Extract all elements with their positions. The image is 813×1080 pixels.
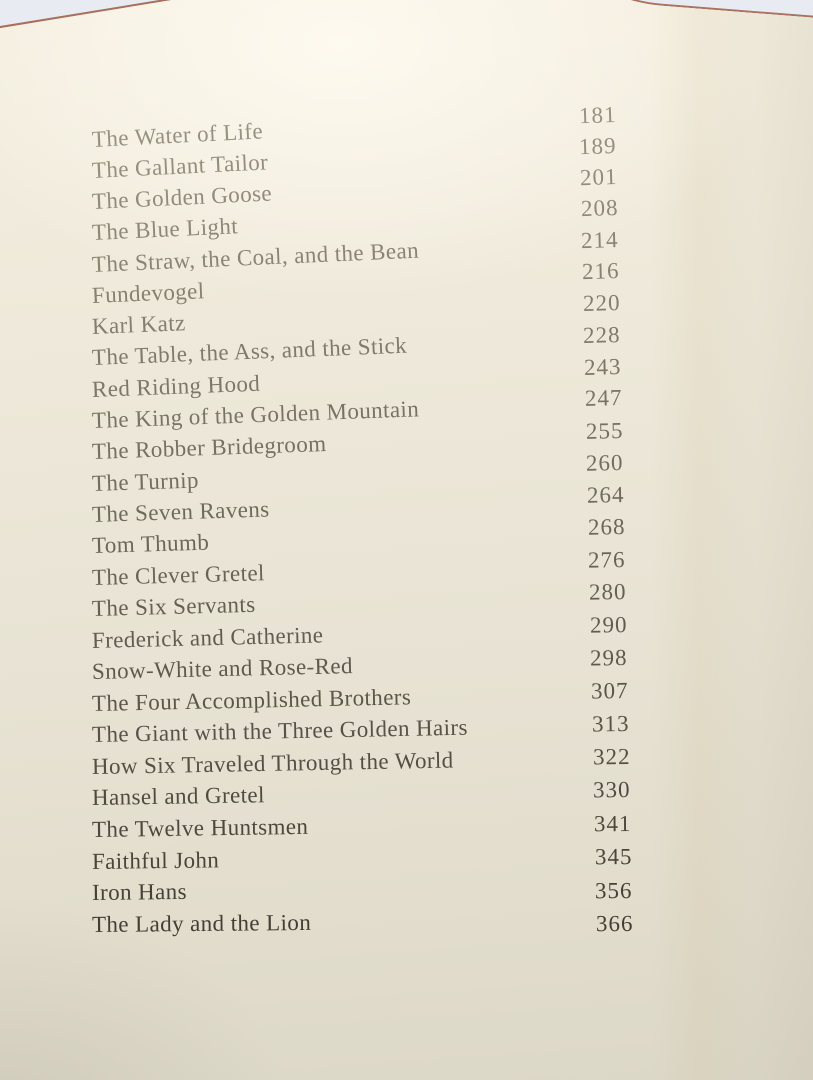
toc-entry-page: 208 xyxy=(580,195,619,222)
toc-entry-title: The King of the Golden Mountain xyxy=(91,396,420,433)
toc-entry-title: Faithful John xyxy=(91,847,220,874)
toc-entry-title: The Turnip xyxy=(91,467,200,496)
toc-entry-title: Fundevogel xyxy=(91,278,206,308)
toc-entry-page: 268 xyxy=(587,514,626,540)
toc-entry-title: The Clever Gretel xyxy=(91,559,266,590)
toc-entry-page: 356 xyxy=(595,877,633,903)
toc-entry-title: The Gallant Tailor xyxy=(91,149,269,184)
toc-entry-title: Frederick and Catherine xyxy=(91,622,324,653)
toc-entry-title: The Table, the Ass, and the Stick xyxy=(91,332,408,371)
toc-entry-title: The Straw, the Coal, and the Bean xyxy=(91,237,420,277)
toc-entry-page: 322 xyxy=(592,744,631,770)
toc-entry-page: 260 xyxy=(585,449,624,476)
toc-entry-page: 228 xyxy=(583,321,622,348)
toc-entry-title: Red Riding Hood xyxy=(91,370,261,402)
toc-entry-page: 201 xyxy=(579,164,618,191)
toc-entry-page: 181 xyxy=(578,102,617,129)
toc-entry-page: 290 xyxy=(589,612,628,638)
toc-entry-title: The Water of Life xyxy=(91,118,264,152)
toc-entry-title: Tom Thumb xyxy=(91,529,210,559)
toc-entry-title: The Seven Ravens xyxy=(91,496,270,527)
toc-entry-title: Hansel and Gretel xyxy=(91,782,266,811)
toc-entry-page: 264 xyxy=(586,481,625,508)
toc-entry-page: 280 xyxy=(588,579,627,605)
toc-entry-title: The Golden Goose xyxy=(91,180,273,215)
toc-entry-title: Iron Hans xyxy=(91,879,188,906)
toc-entry-title: The Twelve Huntsmen xyxy=(91,813,309,842)
toc-entry-title: The Blue Light xyxy=(91,213,239,246)
toc-entry-title: The Six Servants xyxy=(91,591,256,622)
toc-entry-title: The Lady and the Lion xyxy=(91,909,312,937)
toc-entry-page: 366 xyxy=(595,911,634,937)
toc-entry-title: Karl Katz xyxy=(91,310,187,340)
toc-entry-page: 298 xyxy=(590,644,629,671)
toc-entry-title: The Robber Bridegroom xyxy=(91,431,327,465)
toc-entry-title: The Four Accomplished Brothers xyxy=(91,683,412,716)
toc-entry-page: 220 xyxy=(582,289,621,316)
toc-entry-page: 255 xyxy=(585,417,624,444)
toc-entry-page: 330 xyxy=(593,777,631,803)
toc-entry-page: 307 xyxy=(590,677,629,704)
toc-entry-title: Snow-White and Rose-Red xyxy=(91,653,354,685)
toc-entry-title: The Giant with the Three Golden Hairs xyxy=(91,714,469,748)
toc-entry-page: 216 xyxy=(581,258,620,285)
toc-entry-page: 341 xyxy=(593,810,632,836)
toc-entry-page: 247 xyxy=(584,385,623,412)
toc-entry-page: 313 xyxy=(591,710,630,737)
toc-entry-page: 243 xyxy=(583,353,622,380)
toc-entry-page: 214 xyxy=(580,226,620,253)
toc-entry-page: 189 xyxy=(578,133,618,160)
toc-entry-page: 345 xyxy=(594,844,633,870)
toc-entry-title: How Six Traveled Through the World xyxy=(91,747,454,779)
toc-entry-page: 276 xyxy=(588,546,627,573)
